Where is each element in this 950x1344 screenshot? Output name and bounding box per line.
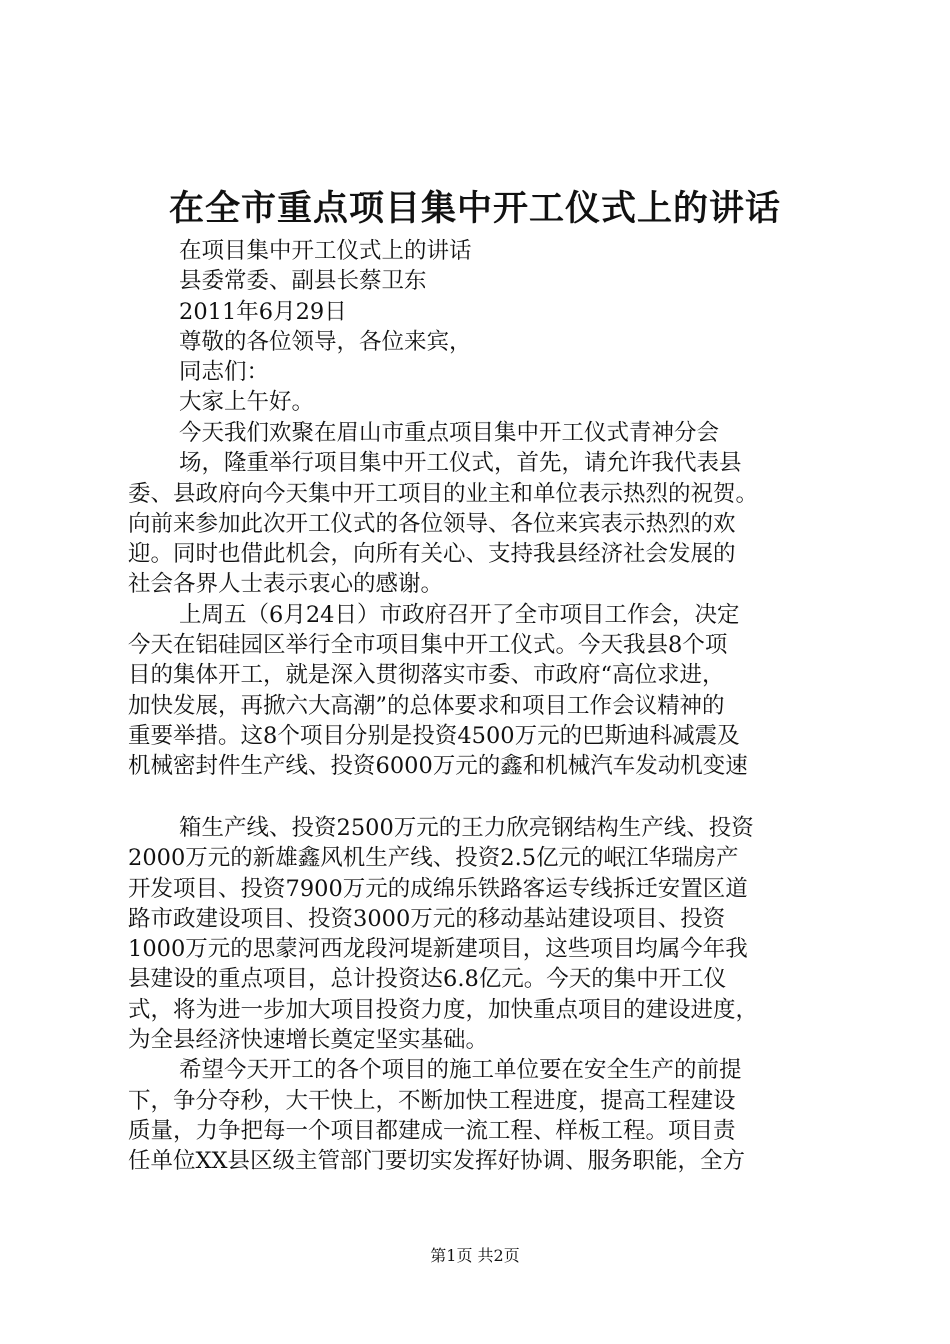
greeting-line: 大家上午好。 <box>179 389 315 416</box>
paragraph-line: 加快发展，再掀六大高潮”的总体要求和项目工作会议精神的 <box>128 692 725 719</box>
paragraph-line: 为全县经济快速增长奠定坚实基础。 <box>128 1027 489 1054</box>
paragraph-line: 上周五（6月24日）市政府召开了全市项目工作会，决定 <box>179 601 740 628</box>
paragraph-line: 箱生产线、投资2500万元的王力欣亮钢结构生产线、投资 <box>179 815 754 841</box>
paragraph-line: 1000万元的思蒙河西龙段河堤新建项目，这些项目均属今年我 <box>128 936 748 963</box>
paragraph-line: 式，将为进一步加大项目投资力度，加快重点项目的建设进度， <box>128 996 759 1023</box>
subtitle-line: 在项目集中开工仪式上的讲话 <box>179 238 472 264</box>
paragraph-line: 希望今天开工的各个项目的施工单位要在安全生产的前提 <box>179 1057 742 1084</box>
body-section-2 <box>128 813 844 1177</box>
paragraph-line: 开发项目、投资7900万元的成绵乐铁路客运专线拆迁安置区道 <box>128 875 748 902</box>
paragraph-line: 目的集体开工，就是深入贯彻落实市委、市政府“高位求进， <box>128 662 725 689</box>
date-line: 2011年6月29日 <box>179 298 347 325</box>
document-title: 在全市重点项目集中开工仪式上的讲话 <box>168 188 781 229</box>
paragraph-line: 委、县政府向今天集中开工项目的业主和单位表示热烈的祝贺。 <box>128 480 759 507</box>
salutation-line: 尊敬的各位领导，各位来宾， <box>179 328 472 355</box>
paragraph-line: 场，隆重举行项目集中开工仪式，首先，请允许我代表县 <box>179 450 742 477</box>
header-block <box>128 236 844 418</box>
paragraph-line: 路市政建设项目、投资3000万元的移动基站建设项目、投资 <box>128 905 726 932</box>
salutation-line: 同志们： <box>179 359 270 386</box>
paragraph-line: 质量，力争把每一个项目都建成一流工程、样板工程。项目责 <box>128 1117 736 1144</box>
paragraph-line: 2000万元的新雄鑫风机生产线、投资2.5亿元的岷江华瑞房产 <box>128 845 739 872</box>
paragraph-line: 今天我们欢聚在眉山市重点项目集中开工仪式青神分会 <box>179 420 720 446</box>
paragraph-line: 机械密封件生产线、投资6000万元的鑫和机械汽车发动机变速 <box>128 753 748 780</box>
paragraph-line: 向前来参加此次开工仪式的各位领导、各位来宾表示热烈的欢 <box>128 510 736 537</box>
paragraph-line: 社会各界人士表示衷心的感谢。 <box>128 571 444 598</box>
paragraph-line: 迎。同时也借此机会，向所有关心、支持我县经济社会发展的 <box>128 541 736 568</box>
paragraph-line: 下，争分夺秒，大干快上，不断加快工程进度，提高工程建设 <box>128 1087 736 1114</box>
body-section-1 <box>128 418 844 782</box>
speaker-line: 县委常委、副县长蔡卫东 <box>179 268 427 295</box>
paragraph-line: 今天在铝硅园区举行全市项目集中开工仪式。今天我县8个项 <box>128 632 728 659</box>
paragraph-line: 重要举措。这8个项目分别是投资4500万元的巴斯迪科减震及 <box>128 722 740 749</box>
paragraph-line: 任单位XX县区级主管部门要切实发挥好协调、服务职能，全方 <box>128 1148 746 1175</box>
paragraph-line: 县建设的重点项目，总计投资达6.8亿元。今天的集中开工仪 <box>128 966 727 993</box>
page-number-footer: 第1页 共2页 <box>430 1246 520 1265</box>
